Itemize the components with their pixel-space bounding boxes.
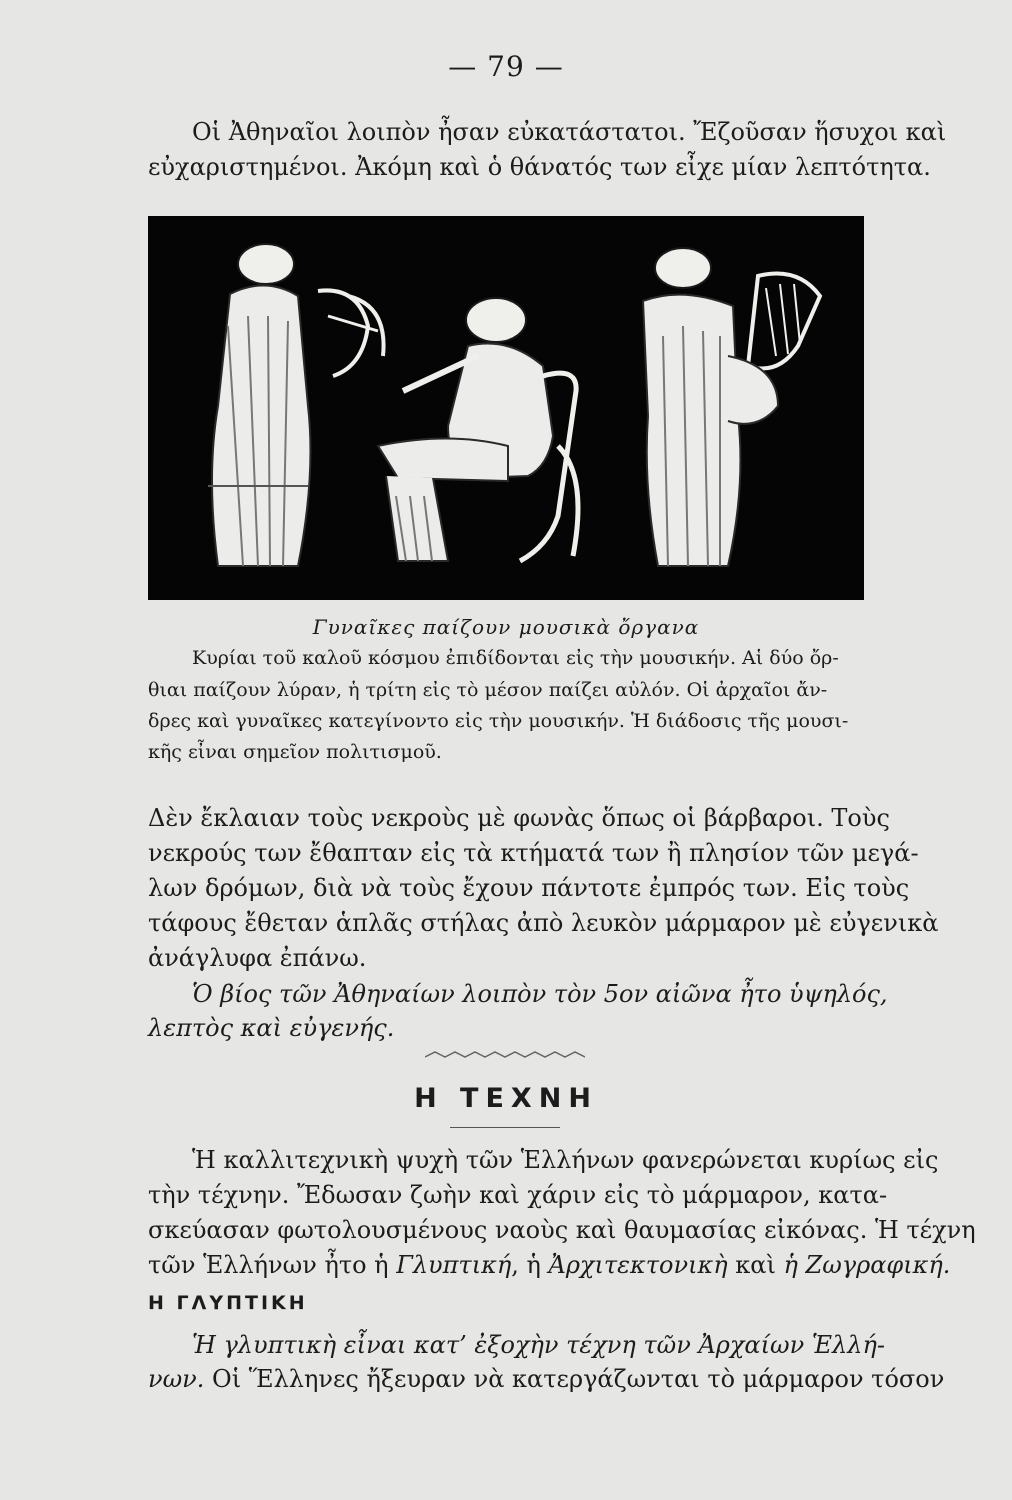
- caption-line-3: δρες καὶ γυναῖκες κατεγίνοντο εἰς τὴν μουσικήν. Ἡ διάδοσις τῆς μουσι-: [148, 710, 849, 732]
- summary-line-1: Ὁ βίος τῶν Ἀθηναίων λοιπὸν τὸν 5ον αἰῶνα ἦτο ὑψηλός,: [192, 980, 888, 1008]
- sub-line-1: Ἡ γλυπτικὴ εἶναι κατ’ ἐξοχὴν τέχνη τῶν Ἀρχαίων Ἑλλή-: [192, 1331, 885, 1359]
- caption-line-1: Κυρίαι τοῦ καλοῦ κόσμου ἐπιδίδονται εἰς τὴν μουσικήν. Αἱ δύο ὄρ-: [192, 647, 839, 669]
- musicians-drawing: [148, 216, 864, 600]
- body-line-4: τάφους ἔθεταν ἁπλᾶς στήλας ἀπὸ λευκὸν μάρμαρον μὲ εὐγενικὰ: [148, 909, 939, 937]
- arts-prefix: τῶν Ἑλλήνων ἦτο ἡ: [148, 1251, 397, 1279]
- painting-term: Ζωγραφική.: [805, 1251, 951, 1279]
- right-head: [655, 248, 711, 288]
- architecture-term: Ἀρχιτεκτονικὴ: [548, 1251, 728, 1279]
- sub-line-2-italic: νων.: [148, 1365, 205, 1393]
- vase-painting-illustration: [148, 216, 864, 600]
- caption-line-4: κῆς εἶναι σημεῖον πολιτισμοῦ.: [148, 741, 442, 763]
- sub-line-2: [148, 1364, 944, 1394]
- intro-line-2: εὐχαριστημένοι. Ἀκόμη καὶ ὁ θάνατός των εἶχε μίαν λεπτότητα.: [148, 153, 931, 181]
- wave-ornament-icon: [425, 1050, 585, 1064]
- left-head: [238, 244, 294, 284]
- painting-article: ἡ: [783, 1251, 806, 1279]
- intro-line-1: Οἱ Ἀθηναῖοι λοιπὸν ἦσαν εὐκατάστατοι. Ἔζοῦσαν ἥσυχοι καὶ: [192, 118, 947, 146]
- caption-line-2: θιαι παίζουν λύραν, ἡ τρίτη εἰς τὸ μέσον παίζει αὐλόν. Οἱ ἀρχαῖοι ἄν-: [148, 679, 828, 701]
- sculpture-term: Γλυπτική: [396, 1251, 512, 1279]
- body-line-1: Δὲν ἔκλαιαν τοὺς νεκροὺς μὲ φωνὰς ὅπως οἱ βάρβαροι. Τοὺς: [148, 804, 890, 832]
- section-line-1: Ἡ καλλιτεχνικὴ ψυχὴ τῶν Ἑλλήνων φανερώνεται κυρίως εἰς: [192, 1146, 939, 1174]
- section-line-3: σκεύασαν φωτολουσμένους ναοὺς καὶ θαυμασίας εἰκόνας. Ἡ τέχνη: [148, 1216, 976, 1244]
- summary-line-2: λεπτὸς καὶ εὐγενής.: [148, 1014, 395, 1042]
- arts-sep: , ἡ: [511, 1251, 549, 1279]
- section-heading: Η ΤΕΧΝΗ: [414, 1083, 598, 1114]
- body-line-5: ἀνάγλυφα ἐπάνω.: [148, 944, 367, 972]
- middle-head: [466, 298, 526, 342]
- figure-caption-title: Γυναῖκες παίζουν μουσικὰ ὄργανα: [312, 615, 700, 639]
- subsection-heading: Η ΓΛΥΠΤΙΚΗ: [148, 1292, 308, 1314]
- heading-rule: [450, 1127, 560, 1128]
- body-line-3: λων δρόμων, διὰ νὰ τοὺς ἔχουν πάντοτε ἐμπρός των. Εἰς τοὺς: [148, 874, 910, 902]
- sub-line-2-rest: Οἱ Ἕλληνες ἤξευραν νὰ κατεργάζωνται τὸ μάρμαρον τόσον: [204, 1365, 945, 1393]
- page-number: — 79 —: [448, 50, 564, 83]
- section-line-4: [148, 1250, 950, 1280]
- body-line-2: νεκρούς των ἔθαπταν εἰς τὰ κτήματά των ἢ πλησίον τῶν μεγά-: [148, 839, 919, 867]
- section-line-2: τὴν τέχνην. Ἔδωσαν ζωὴν καὶ χάριν εἰς τὸ μάρμαρον, κατα-: [148, 1181, 888, 1209]
- arts-and: καὶ: [727, 1251, 784, 1279]
